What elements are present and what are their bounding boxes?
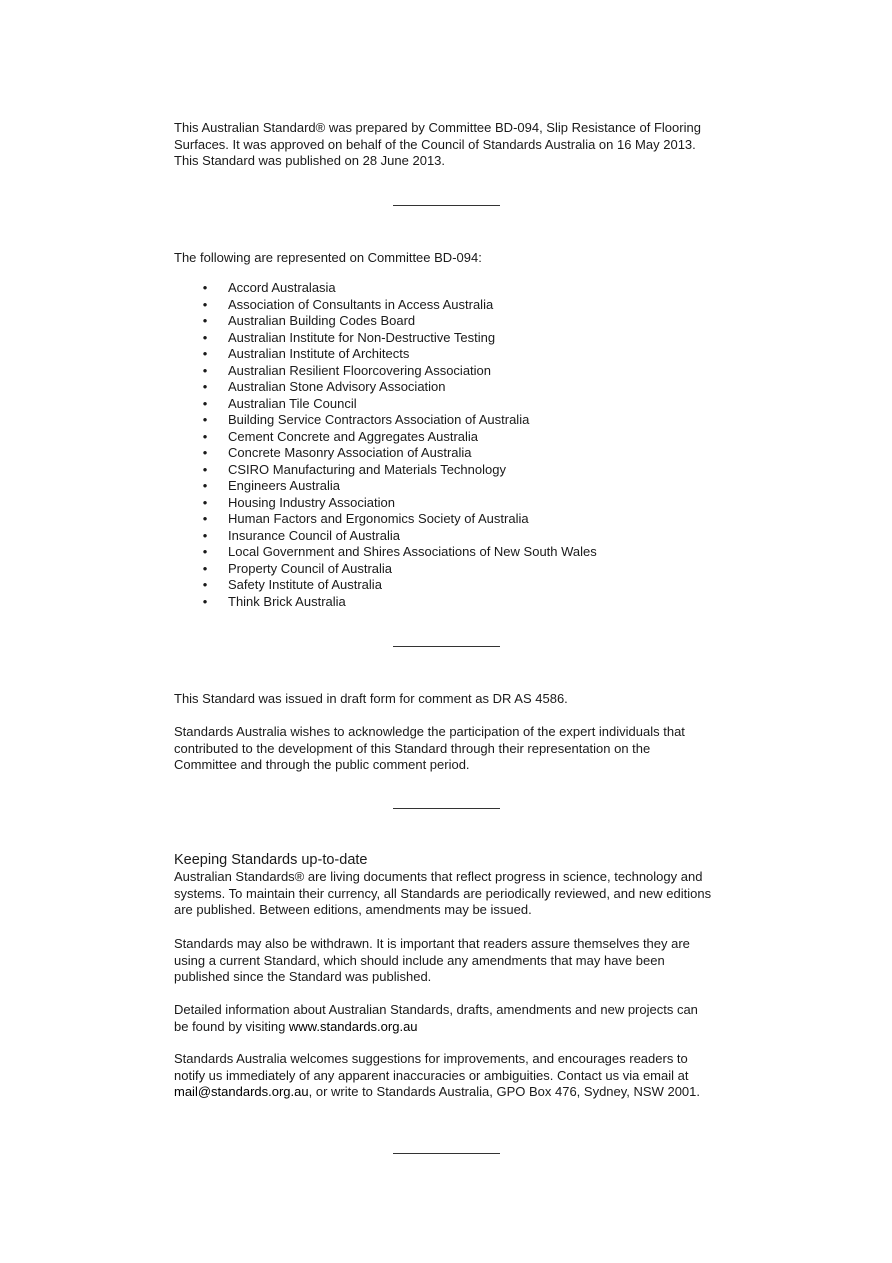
committee-member-name: Engineers Australia	[228, 478, 341, 493]
committee-member-item	[200, 379, 597, 396]
bullet-icon: •	[202, 577, 208, 592]
committee-member-item	[200, 412, 597, 429]
committee-member-item	[200, 313, 597, 330]
committee-member-name: Australian Tile Council	[228, 395, 357, 411]
committee-member-item	[200, 280, 597, 297]
committee-member-list	[200, 280, 597, 610]
committee-member-name: Building Service Contractors Association of Australia	[228, 412, 530, 427]
bullet-icon: •	[202, 461, 208, 477]
bullet-icon: •	[202, 445, 208, 460]
committee-member-item	[200, 363, 597, 380]
committee-heading	[174, 250, 734, 267]
intro-paragraph	[174, 120, 734, 170]
section-heading: Keeping Standards up-to-date	[174, 852, 368, 868]
contact-paragraph	[174, 1051, 734, 1101]
committee-member-item	[200, 594, 597, 611]
committee-member-name: Local Government and Shires Associations of New South Wales	[228, 544, 597, 559]
bullet-icon: •	[202, 362, 208, 378]
committee-member-item	[200, 297, 597, 314]
contact-line	[174, 1084, 734, 1101]
committee-member-name: Concrete Masonry Association of Australia	[228, 445, 472, 460]
committee-member-name: Association of Consultants in Access Australia	[228, 296, 494, 312]
committee-member-name: Cement Concrete and Aggregates Australia	[228, 428, 479, 444]
intro-line: Surfaces. It was approved on behalf of the Council of Standards Australia on 16 May 2013.	[174, 136, 696, 152]
committee-member-name: Australian Stone Advisory Association	[228, 379, 446, 394]
bullet-icon: •	[202, 313, 208, 328]
committee-member-item	[200, 544, 597, 561]
info-line-prefix: be found by visiting	[174, 1018, 289, 1034]
committee-member-item	[200, 330, 597, 347]
committee-heading-text: The following are represented on Committee BD-094:	[174, 250, 482, 265]
committee-member-item	[200, 561, 597, 578]
acknowledgement-paragraph	[174, 724, 734, 774]
draft-line: This Standard was issued in draft form for comment as DR AS 4586.	[174, 691, 568, 706]
bullet-icon: •	[202, 379, 208, 394]
committee-member-item	[200, 429, 597, 446]
bullet-icon: •	[202, 428, 208, 444]
withdrawn-line: Standards may also be withdrawn. It is important that readers assure themselves they are	[174, 936, 690, 951]
committee-member-name: Australian Building Codes Board	[228, 313, 416, 328]
bullet-icon: •	[202, 296, 208, 312]
uptodate-line: systems. To maintain their currency, all Standards are periodically reviewed, and new editions	[174, 885, 712, 901]
uptodate-section	[174, 852, 734, 919]
bullet-icon: •	[202, 346, 208, 361]
committee-member-item	[200, 445, 597, 462]
bullet-icon: •	[202, 527, 208, 543]
bullet-icon: •	[202, 593, 208, 609]
withdrawn-paragraph	[174, 936, 734, 986]
bullet-icon: •	[202, 280, 208, 295]
committee-member-name: Think Brick Australia	[228, 593, 346, 609]
committee-member-item	[200, 478, 597, 495]
uptodate-line: are published. Between editions, amendments may be issued.	[174, 902, 532, 917]
ack-line: Standards Australia wishes to acknowledge the participation of the expert individuals that	[174, 724, 685, 739]
contact-line: Standards Australia welcomes suggestions for improvements, and encourages readers to	[174, 1051, 688, 1066]
divider	[393, 646, 500, 647]
committee-member-name: Human Factors and Ergonomics Society of Australia	[228, 511, 529, 526]
ack-line: contributed to the development of this Standard through their representation on the	[174, 740, 651, 756]
bullet-icon: •	[202, 544, 208, 559]
committee-member-name: Accord Australasia	[228, 280, 336, 295]
committee-member-name: Insurance Council of Australia	[228, 527, 400, 543]
bullet-icon: •	[202, 412, 208, 427]
divider	[393, 1153, 500, 1154]
committee-member-item	[200, 495, 597, 512]
uptodate-line: Australian Standards® are living documents that reflect progress in science, technology and	[174, 869, 703, 884]
info-line	[174, 1019, 734, 1036]
intro-line: This Standard was published on 28 June 2013.	[174, 153, 446, 168]
info-paragraph	[174, 1002, 734, 1035]
email-link[interactable]: mail@standards.org.au	[174, 1084, 309, 1099]
committee-member-item	[200, 577, 597, 594]
committee-member-item	[200, 346, 597, 363]
committee-member-name: Australian Institute of Architects	[228, 346, 410, 361]
divider	[393, 205, 500, 206]
committee-member-item	[200, 396, 597, 413]
committee-member-name: Australian Resilient Floorcovering Association	[228, 362, 492, 378]
bullet-icon: •	[202, 560, 208, 576]
divider	[393, 808, 500, 809]
withdrawn-line: using a current Standard, which should include any amendments that may have been	[174, 952, 665, 968]
committee-member-name: CSIRO Manufacturing and Materials Technology	[228, 461, 506, 477]
committee-member-name: Housing Industry Association	[228, 494, 395, 510]
info-line: Detailed information about Australian Standards, drafts, amendments and new projects can	[174, 1002, 698, 1017]
bullet-icon: •	[202, 494, 208, 510]
bullet-icon: •	[202, 329, 208, 345]
committee-member-name: Australian Institute for Non-Destructive Testing	[228, 329, 496, 345]
ack-line: Committee and through the public comment period.	[174, 757, 470, 772]
withdrawn-line: published since the Standard was published.	[174, 969, 432, 984]
committee-member-item	[200, 511, 597, 528]
contact-line: notify us immediately of any apparent inaccuracies or ambiguities. Contact us via email at	[174, 1067, 689, 1083]
committee-member-item	[200, 528, 597, 545]
bullet-icon: •	[202, 511, 208, 526]
bullet-icon: •	[202, 395, 208, 411]
website-link[interactable]: www.standards.org.au	[288, 1018, 418, 1034]
committee-member-name: Safety Institute of Australia	[228, 577, 382, 592]
intro-line: This Australian Standard® was prepared by Committee BD-094, Slip Resistance of Flooring	[174, 120, 701, 135]
contact-line-suffix: , or write to Standards Australia, GPO Box 476, Sydney, NSW 2001.	[308, 1084, 700, 1099]
draft-paragraph	[174, 691, 734, 708]
committee-member-name: Property Council of Australia	[228, 560, 393, 576]
committee-member-item	[200, 462, 597, 479]
bullet-icon: •	[202, 478, 208, 493]
